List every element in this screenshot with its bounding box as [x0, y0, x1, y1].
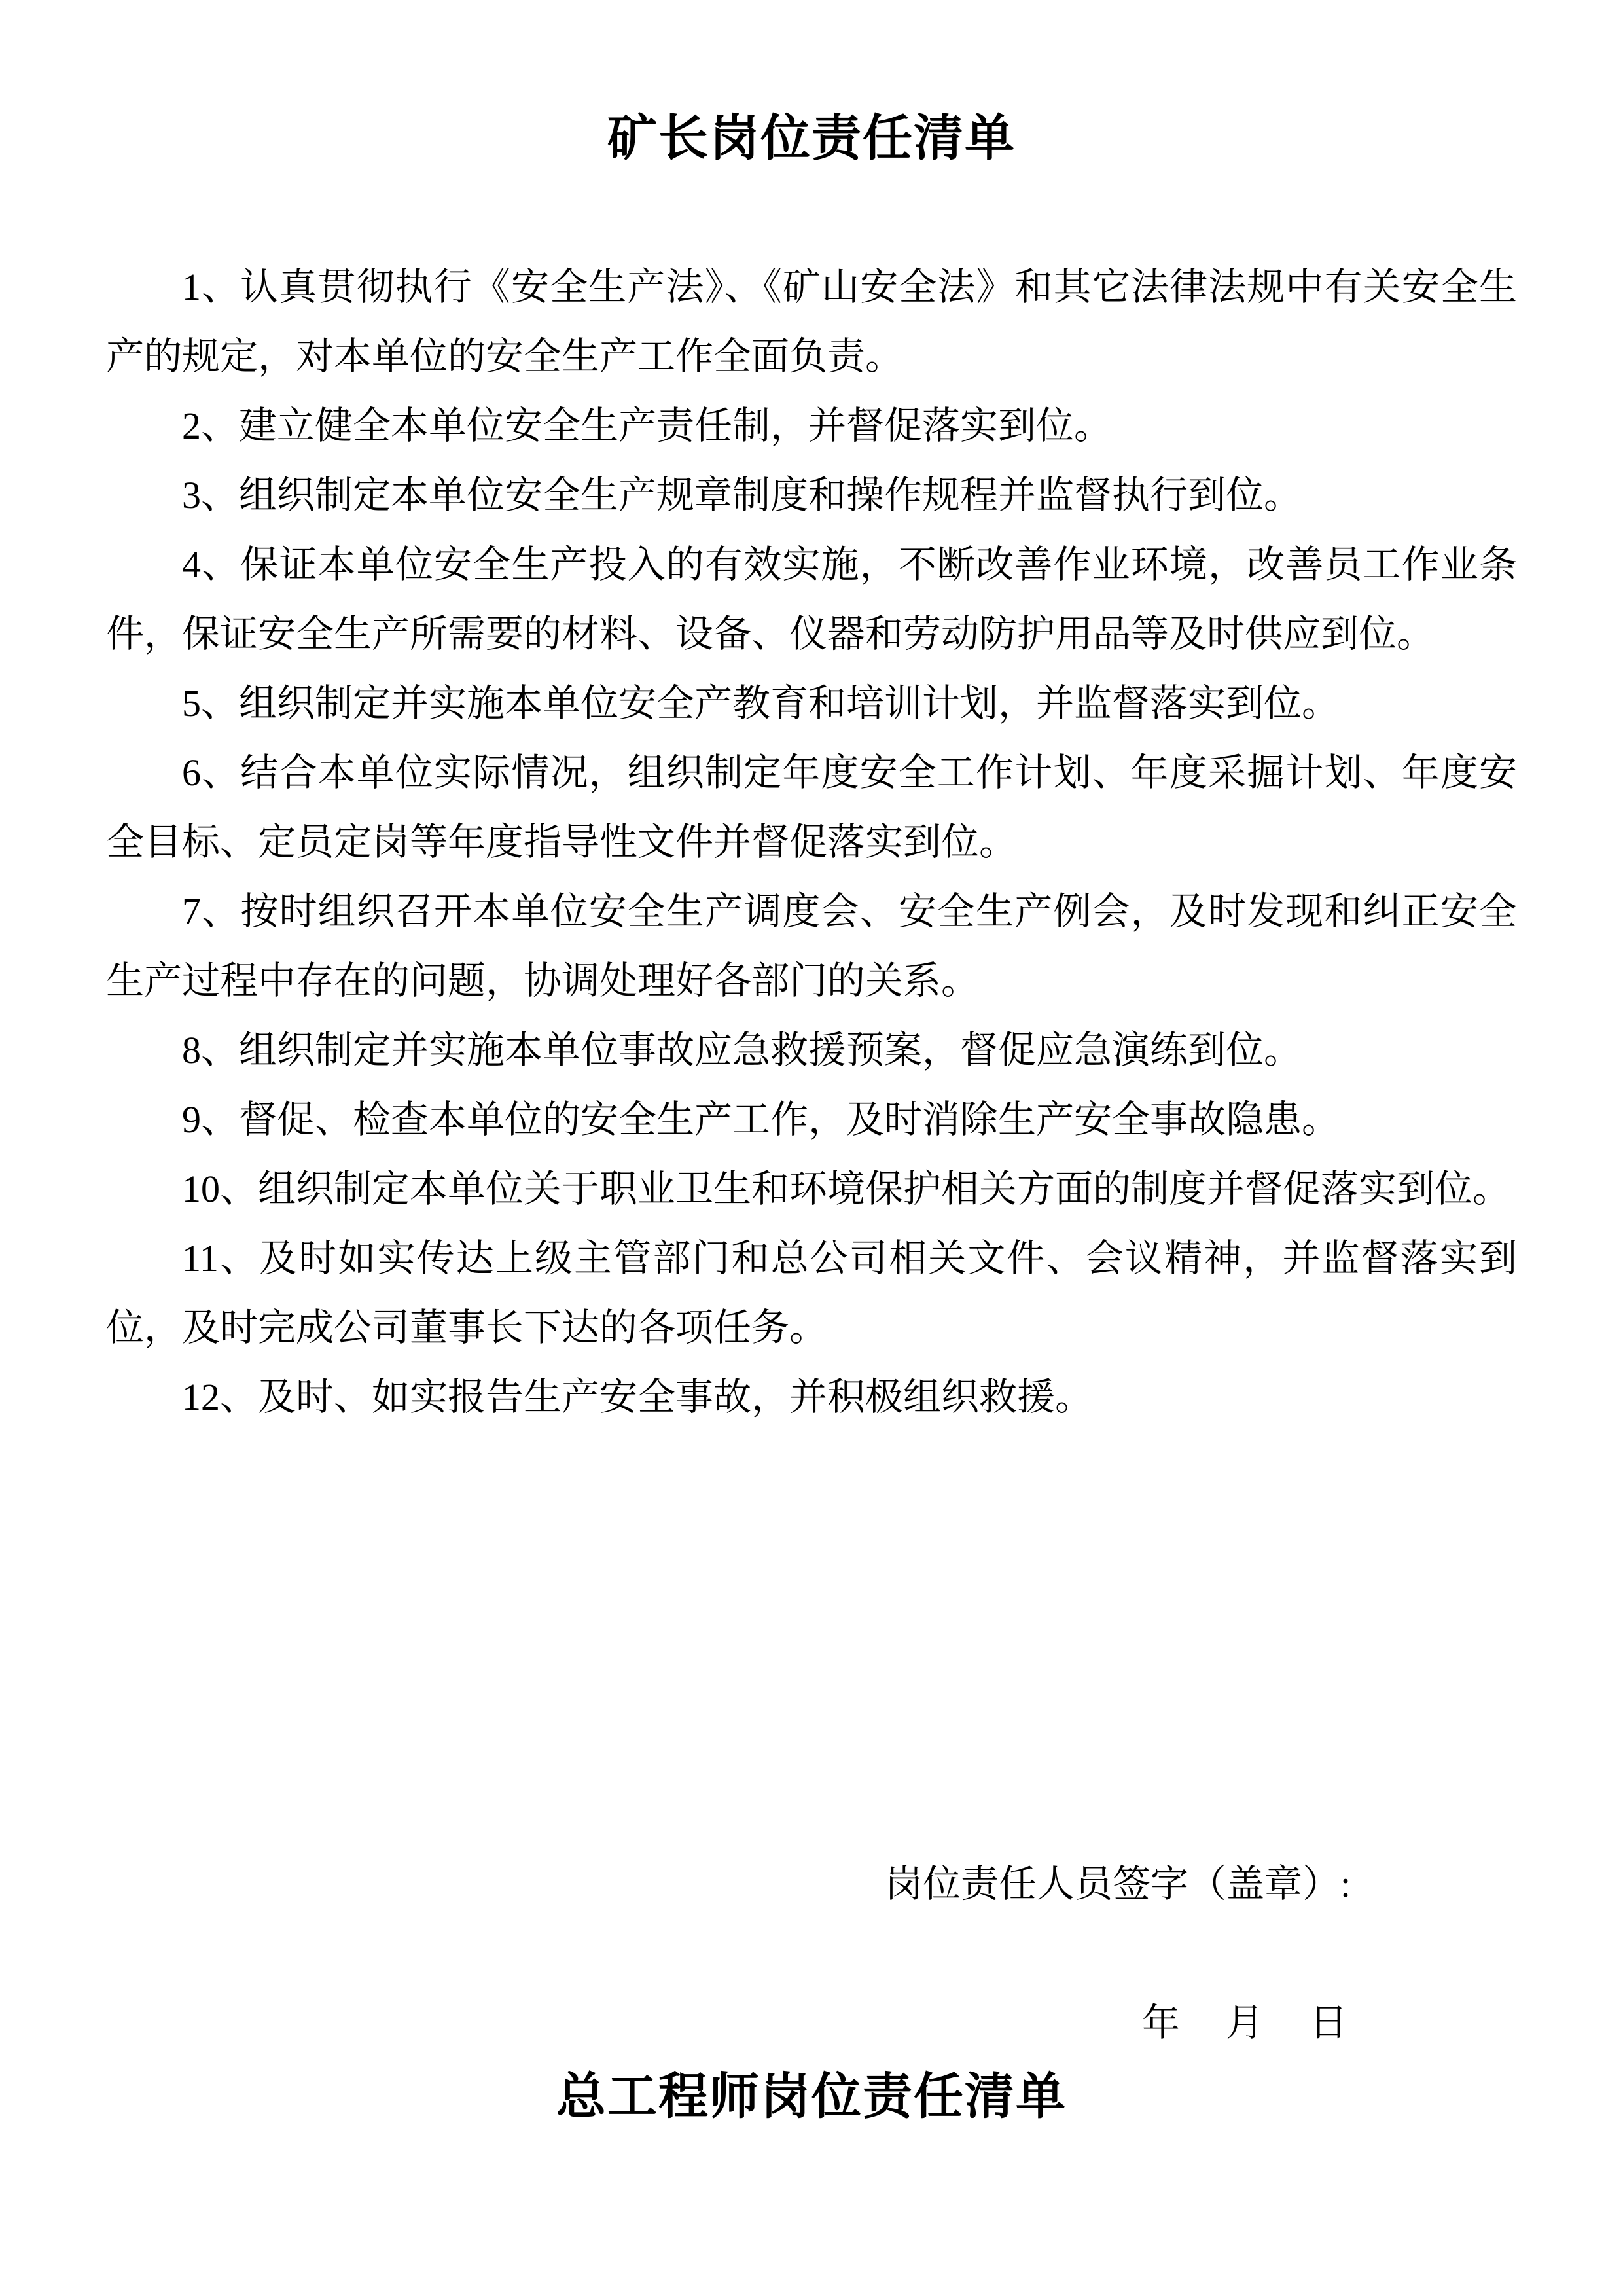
list-item: 12、及时、如实报告生产安全事故，并积极组织救援。	[182, 1376, 1094, 1418]
list-item: 6、结合本单位实际情况，组织制定年度安全工作计划、年度采掘计划、年度安全目标、定员定岗等年度指导性文件并督促落实到位。	[106, 751, 1517, 863]
list-item: 11、及时如实传达上级主管部门和总公司相关文件、会议精神，并监督落实到位，及时完成公司董事长下达的各项任务。	[106, 1237, 1517, 1349]
list-item: 4、保证本单位安全生产投入的有效实施，不断改善作业环境，改善员工作业条件，保证安全生产所需要的材料、设备、仪器和劳动防护用品等及时供应到位。	[106, 543, 1517, 655]
page-title: 矿长岗位责任清单	[607, 111, 1016, 166]
list-item: 3、组织制定本单位安全生产规章制度和操作规程并监督执行到位。	[182, 474, 1302, 516]
date-line: 年 月 日	[1142, 2001, 1352, 2044]
signature-label: 岗位责任人员签字（盖章）:	[885, 1863, 1351, 1905]
list-item: 5、组织制定并实施本单位安全产教育和培训计划，并监督落实到位。	[182, 682, 1340, 725]
list-item: 10、组织制定本单位关于职业卫生和环境保护相关方面的制度并督促落实到位。	[182, 1168, 1511, 1210]
next-section-title: 总工程师岗位责任清单	[556, 2070, 1067, 2125]
list-item: 8、组织制定并实施本单位事故应急救援预案，督促应急演练到位。	[182, 1029, 1302, 1071]
responsibility-list	[0, 169, 1623, 1432]
list-item: 7、按时组织召开本单位安全生产调度会、安全生产例会，及时发现和纠正安全生产过程中存在的问题，协调处理好各部门的关系。	[106, 890, 1517, 1002]
list-item: 9、督促、检查本单位的安全生产工作，及时消除生产安全事故隐患。	[182, 1098, 1340, 1141]
list-item: 2、建立健全本单位安全生产责任制，并督促落实到位。	[182, 404, 1113, 447]
list-item: 1、认真贯彻执行《安全生产法》、《矿山安全法》和其它法律法规中有关安全生产的规定，对本单位的安全生产工作全面负责。	[106, 266, 1517, 378]
